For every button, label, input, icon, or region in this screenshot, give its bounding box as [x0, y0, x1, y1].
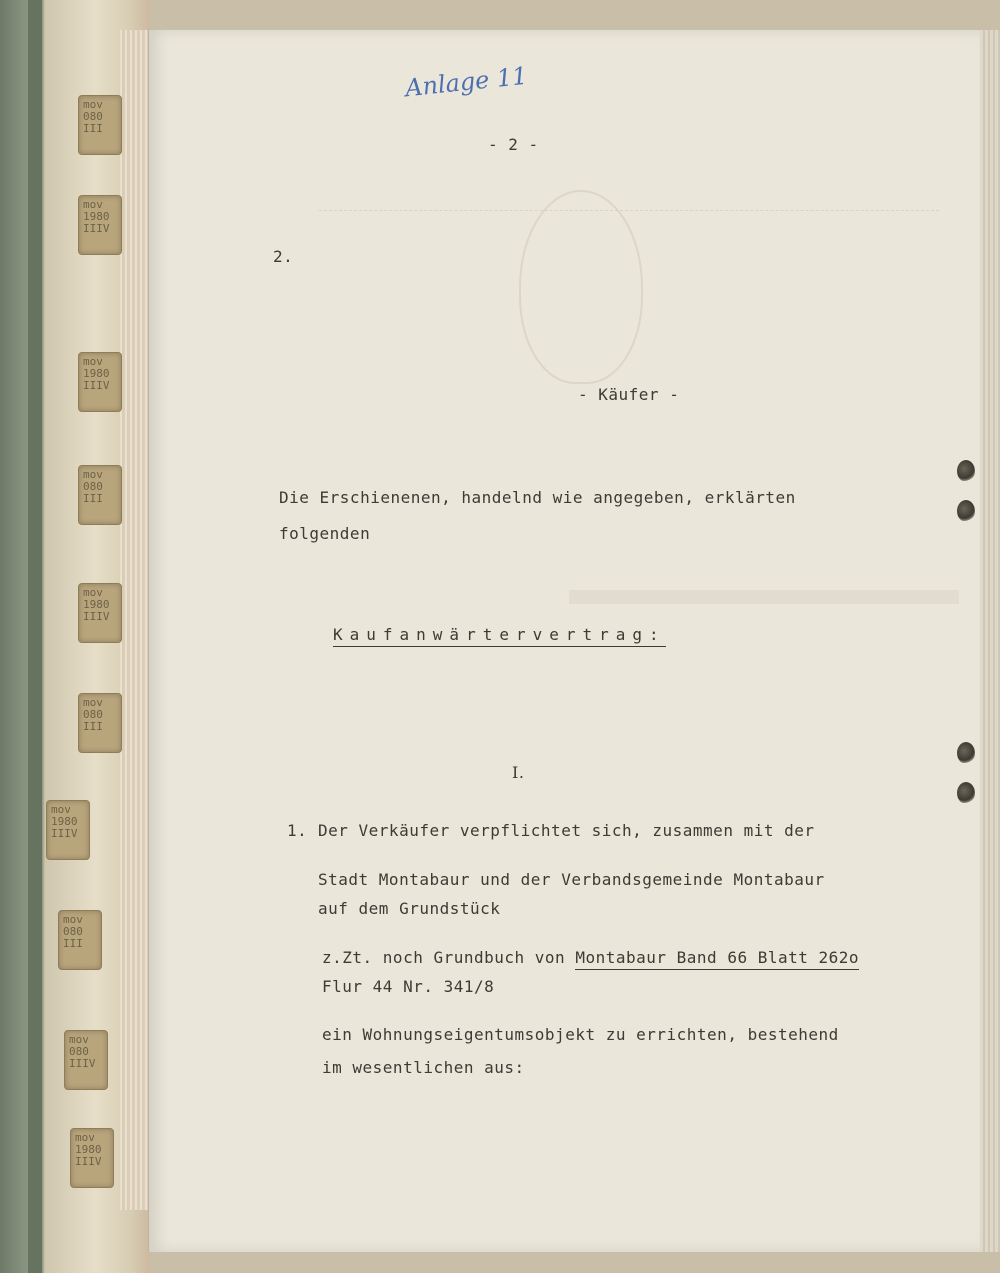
index-tab: mov 080 III — [78, 465, 122, 525]
land-register-line — [322, 948, 859, 967]
index-tab: mov 1980 IIIV — [70, 1128, 114, 1188]
punch-hole — [957, 460, 975, 482]
intro-text-line: folgenden — [279, 524, 371, 543]
clause-text-line: Der Verkäufer verpflichtet sich, zusammen mit der — [318, 821, 815, 840]
land-register-reference: Montabaur Band 66 Blatt 262o — [575, 948, 859, 970]
land-register-prefix: z.Zt. noch Grundbuch von — [322, 948, 576, 967]
contract-title: Kaufanwärtervertrag: — [333, 625, 666, 647]
punch-hole — [957, 742, 975, 764]
party-role: - Käufer - — [578, 385, 680, 404]
page-number: - 2 - — [488, 135, 539, 154]
party-number: 2. — [273, 247, 294, 266]
bleed-through-letterhead — [569, 590, 959, 604]
bleed-through-seal — [519, 190, 643, 384]
section-number: I. — [512, 763, 525, 782]
page-stack-edges — [120, 30, 150, 1210]
parcel-reference: Flur 44 Nr. 341/8 — [322, 977, 495, 996]
index-tab: mov 080 III — [78, 95, 122, 155]
index-tab: mov 1980 IIIV — [78, 583, 122, 643]
clause-text-line: auf dem Grundstück — [318, 899, 501, 918]
binder-spine — [28, 0, 42, 1273]
clause-text-line: Stadt Montabaur und der Verbandsgemeinde Montabaur — [318, 870, 825, 889]
clause-text-line: im wesentlichen aus: — [322, 1058, 525, 1077]
handwritten-note: Anlage 11 — [403, 61, 529, 103]
next-pages-edge — [980, 30, 1000, 1252]
intro-text-line: Die Erschienenen, handelnd wie angegeben, erklärten — [279, 488, 796, 507]
index-tab: mov 080 III — [58, 910, 102, 970]
punch-hole — [957, 782, 975, 804]
clause-number: 1. — [287, 821, 308, 840]
punch-hole — [957, 500, 975, 522]
index-tab: mov 080 III — [78, 693, 122, 753]
index-tab: mov 1980 IIIV — [78, 195, 122, 255]
index-tab: mov 1980 IIIV — [78, 352, 122, 412]
index-tab: mov 080 IIIV — [64, 1030, 108, 1090]
clause-text-line: ein Wohnungseigentumsobjekt zu errichten, bestehend — [322, 1025, 839, 1044]
index-tab: mov 1980 IIIV — [46, 800, 90, 860]
